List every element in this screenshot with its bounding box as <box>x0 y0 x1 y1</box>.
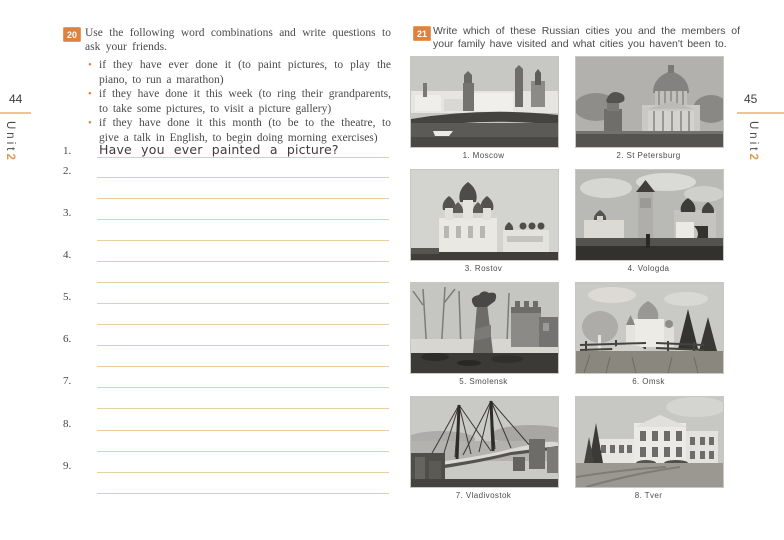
answer-line <box>97 286 389 304</box>
photo-tver <box>575 396 724 488</box>
photo-caption: 8. Tver <box>634 491 663 500</box>
bullet-text: if they have done it this week (to ring their grandparents, to take some pictures, to visit a picture gallery) <box>99 88 391 115</box>
exercise-badge-21: 21 <box>413 26 431 41</box>
handwritten-answer: Have you ever painted a picture? <box>99 142 339 157</box>
photo-caption: 2. St Petersburg <box>616 151 681 160</box>
photo-caption: 4. Vologda <box>627 264 670 273</box>
bullet-item <box>88 87 391 116</box>
answer-line <box>97 160 389 178</box>
photo-caption: 3. Rostov <box>464 264 503 273</box>
item-number: 3. <box>63 207 72 219</box>
exercise-21-instruction: Write which of these Russian cities you and the members of your family have visited and what cities you haven't been to. <box>433 25 740 50</box>
answer-line <box>97 262 389 283</box>
item-number: 6. <box>63 333 72 345</box>
unit-tab-right <box>747 121 759 163</box>
answer-line <box>97 304 389 325</box>
unit-number: 2 <box>4 153 16 163</box>
item-number: 4. <box>63 249 72 261</box>
answer-line <box>97 413 389 431</box>
unit-label: Unit <box>4 121 16 154</box>
answer-line <box>97 455 389 473</box>
bullet-icon: • <box>88 88 92 101</box>
writing-item-5 <box>63 286 389 325</box>
item-number: 8. <box>63 418 72 430</box>
answer-line <box>97 220 389 241</box>
bullet-text: if they have done it this month (to be to the theatre, to give a talk in English, to begin doing morning exercises) <box>99 117 391 144</box>
answer-line <box>97 244 389 262</box>
answer-line <box>97 370 389 388</box>
photo-rostov <box>410 169 559 261</box>
writing-item-2 <box>63 160 389 199</box>
photo-caption: 7. Vladivostok <box>455 491 512 500</box>
writing-item-3 <box>63 202 389 241</box>
answer-line <box>97 140 389 158</box>
answer-line <box>97 328 389 346</box>
photo-vladivostok <box>410 396 559 488</box>
photo-st-petersburg <box>575 56 724 148</box>
exercise-badge-20: 20 <box>63 27 81 42</box>
photo-vologda <box>575 169 724 261</box>
bullet-item <box>88 58 391 87</box>
bullet-text: if they have ever done it (to paint pictures, to play the piano, to run a marathon) <box>99 59 391 86</box>
answer-line <box>97 346 389 367</box>
writing-item-7 <box>63 370 389 409</box>
writing-item-4 <box>63 244 389 283</box>
page-rule <box>737 112 784 114</box>
exercise-20-bullet-list <box>88 58 391 146</box>
photo-caption: 1. Moscow <box>462 151 505 160</box>
unit-number: 2 <box>747 153 759 163</box>
writing-item-6 <box>63 328 389 367</box>
unit-tab-left <box>4 121 16 163</box>
writing-item-9 <box>63 455 389 494</box>
page-rule <box>0 112 31 114</box>
answer-line <box>97 202 389 220</box>
photo-moscow <box>410 56 559 148</box>
photo-smolensk <box>410 282 559 374</box>
item-number: 2. <box>63 165 72 177</box>
answer-line <box>97 431 389 452</box>
unit-label: Unit <box>747 121 759 154</box>
exercise-20-instruction: Use the following word combinations and write questions to ask your friends. <box>85 27 391 53</box>
item-number: 7. <box>63 375 72 387</box>
photo-omsk <box>575 282 724 374</box>
writing-item-8 <box>63 413 389 452</box>
bullet-icon: • <box>88 59 92 71</box>
writing-item-1 <box>63 140 389 158</box>
item-number: 9. <box>63 460 72 472</box>
item-number: 1. <box>63 145 72 157</box>
photo-caption: 5. Smolensk <box>459 377 508 386</box>
answer-line <box>97 388 389 409</box>
photo-caption: 6. Omsk <box>632 377 665 386</box>
answer-line <box>97 178 389 199</box>
answer-line <box>97 473 389 494</box>
page-number-right: 45 <box>744 92 758 106</box>
bullet-icon: • <box>88 117 92 130</box>
item-number: 5. <box>63 291 72 303</box>
page-number-left: 44 <box>9 92 23 106</box>
